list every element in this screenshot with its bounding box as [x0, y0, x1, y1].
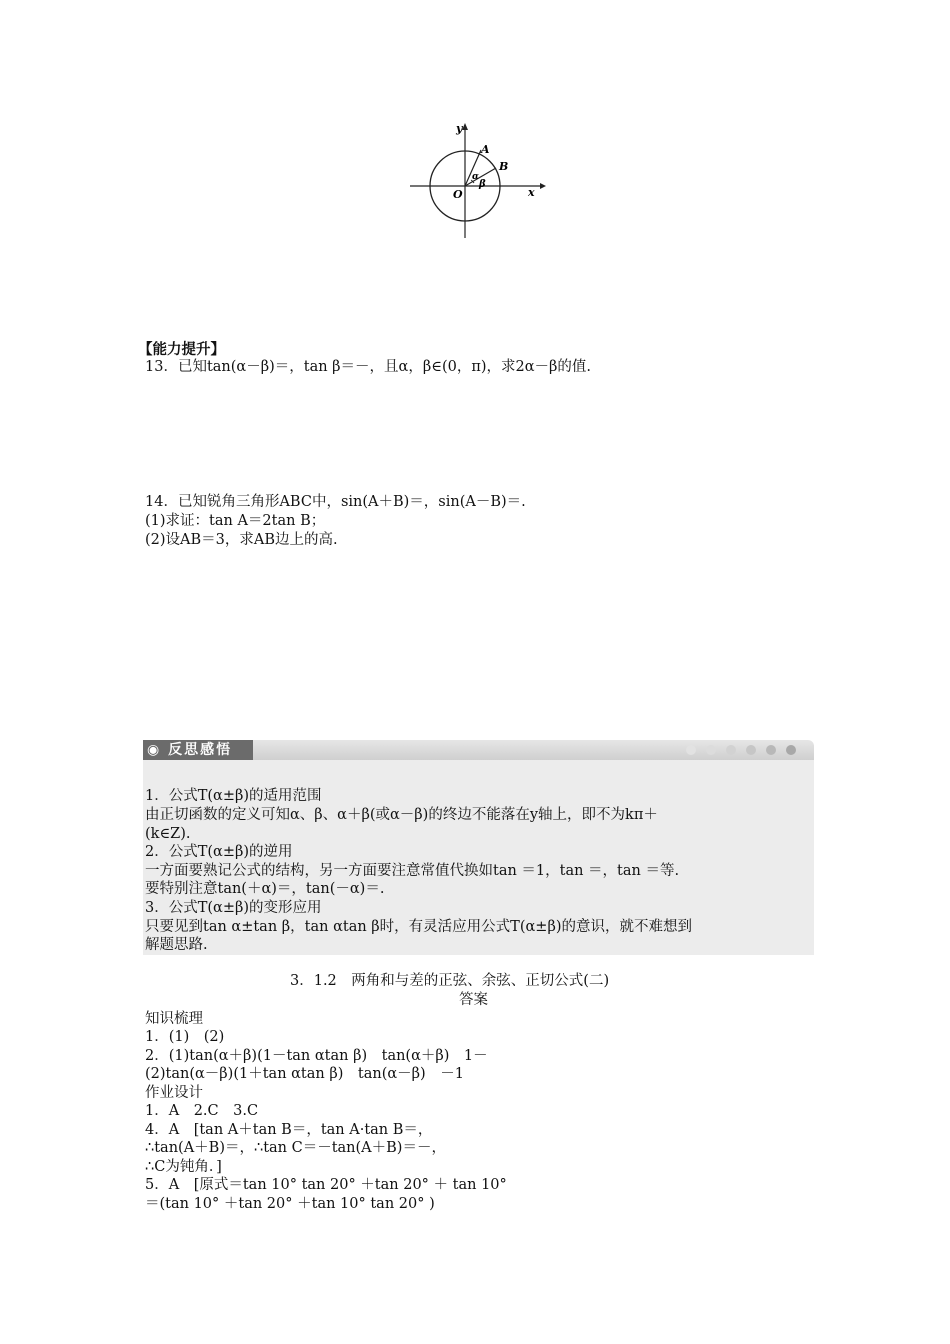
label-origin: O [453, 188, 463, 201]
answer-line: 知识梳理 [145, 1011, 203, 1027]
answer-line: 5．A [原式＝tan 10° tan 20° ＋tan 20° ＋ tan 10° [145, 1177, 507, 1193]
decor-dot [706, 745, 716, 755]
reflection-line: 2．公式T(α±β)的逆用 [145, 844, 293, 860]
ability-heading: 【能力提升】 [138, 341, 225, 358]
unit-circle-figure [408, 120, 548, 240]
answer-line: (2)tan(α－β)(1＋tan αtan β) tan(α－β) －1 [145, 1066, 464, 1082]
reflection-header [143, 740, 814, 760]
x-axis-arrow [540, 183, 546, 189]
answers-subtitle: 答案 [459, 992, 488, 1008]
reflection-line: 一方面要熟记公式的结构，另一方面要注意常值代换如tan ＝1，tan ＝，tan ＝等. [145, 863, 680, 879]
question-14-part2: (2)设AB＝3，求AB边上的高. [145, 532, 338, 548]
reflection-line: 由正切函数的定义可知α、β、α＋β(或α－β)的终边不能落在y轴上，即不为kπ＋ [145, 807, 658, 823]
reflection-title: ◉ 反思感悟 [143, 740, 253, 760]
question-13: 13．已知tan(α－β)＝，tan β＝－，且α，β∈(0，π)，求2α－β的值. [145, 359, 592, 375]
label-beta: β [479, 179, 486, 190]
question-14-intro: 14．已知锐角三角形ABC中，sin(A＋B)＝，sin(A－B)＝. [145, 494, 526, 510]
reflection-line: (k∈Z). [145, 826, 191, 842]
label-b: B [499, 160, 509, 173]
reflection-line: 只要见到tan α±tan β，tan αtan β时，有灵活应用公式T(α±β)的意识，就不难想到 [145, 919, 692, 935]
decor-dot [766, 745, 776, 755]
answer-line: ＝(tan 10° ＋tan 20° ＋tan 10° tan 20° ) [145, 1196, 435, 1212]
reflection-line: 1．公式T(α±β)的适用范围 [145, 788, 322, 804]
reflection-line: 要特别注意tan(＋α)＝，tan(－α)＝. [145, 881, 385, 897]
answer-line: 1．(1) (2) [145, 1029, 225, 1045]
decor-dot [686, 745, 696, 755]
y-axis-arrow [462, 123, 468, 130]
reflection-line: 解题思路. [145, 937, 208, 953]
answer-line: 4．A [tan A＋tan B＝，tan A·tan B＝， [145, 1122, 433, 1138]
decor-dot [726, 745, 736, 755]
label-alpha: α [472, 172, 479, 182]
decor-dot [746, 745, 756, 755]
answer-line: 1．A 2.C 3.C [145, 1103, 259, 1119]
answers-section-title: 3．1.2 两角和与差的正弦、余弦、正切公式(二) [290, 973, 610, 989]
answer-line: 2．(1)tan(α＋β)(1－tan αtan β) tan(α＋β) 1－ [145, 1048, 488, 1064]
answer-line: 作业设计 [145, 1085, 203, 1101]
reflection-line: 3．公式T(α±β)的变形应用 [145, 900, 322, 916]
label-x: x [528, 186, 535, 199]
question-14-part1: (1)求证：tan A＝2tan B； [145, 513, 326, 529]
decor-dot [786, 745, 796, 755]
answer-line: ∴C为钝角．] [145, 1159, 222, 1175]
label-a: A [481, 143, 490, 156]
label-y: y [456, 122, 463, 135]
answer-line: ∴tan(A＋B)＝，∴tan C＝－tan(A＋B)＝－， [145, 1140, 446, 1156]
